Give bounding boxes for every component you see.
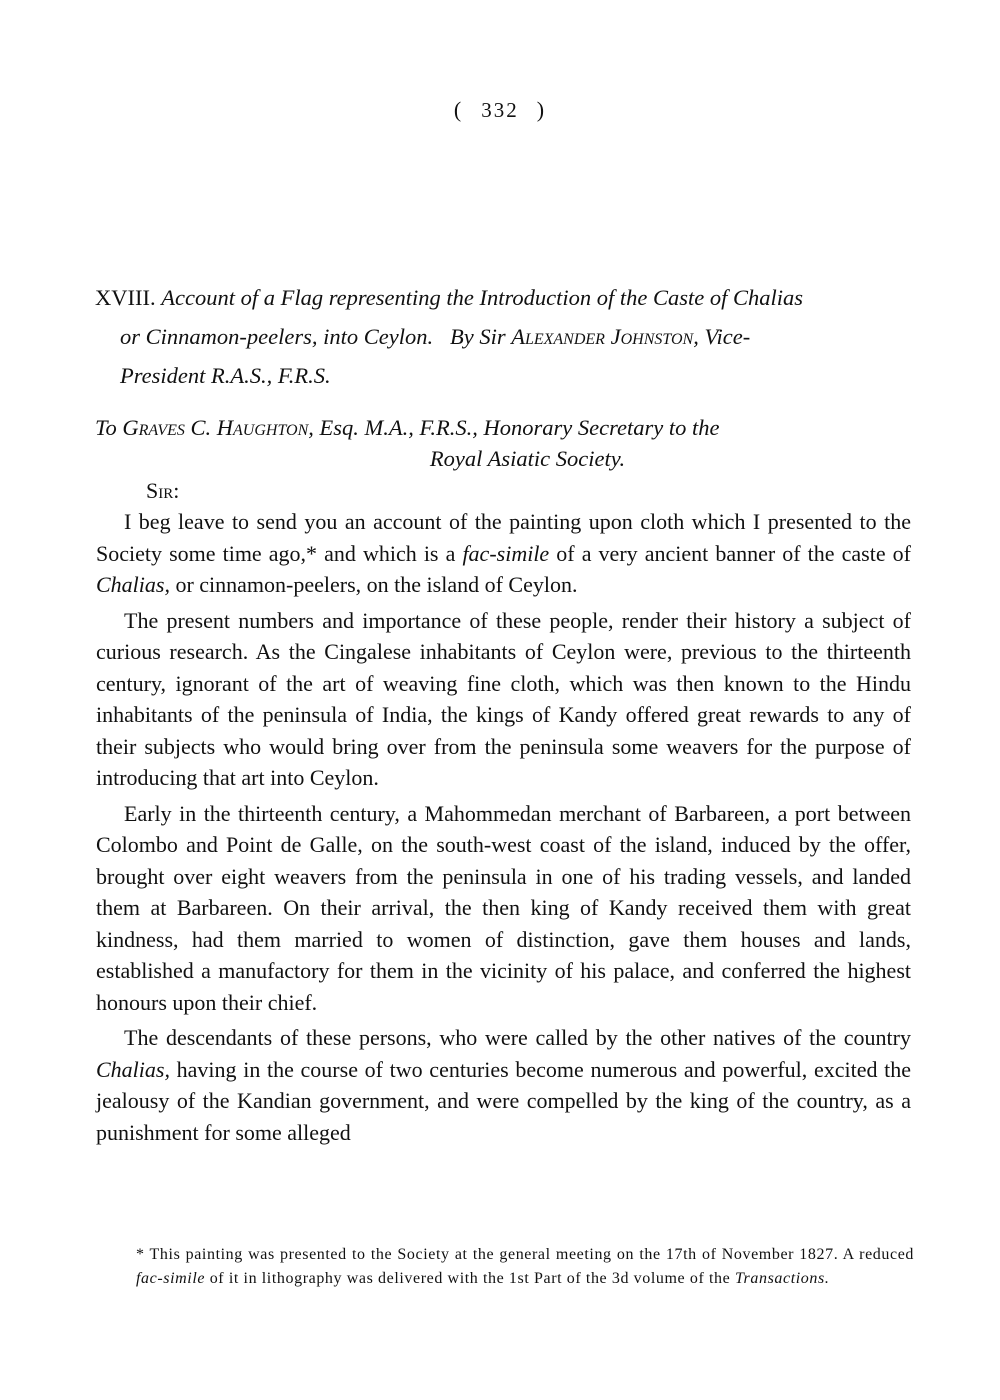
addressee-first-name: Graves — [122, 415, 185, 440]
footnote-text — [106, 1243, 914, 1290]
salutation: Sir: — [146, 478, 180, 503]
title-line-2 — [95, 317, 910, 356]
body-text — [96, 506, 911, 1152]
footnote-transactions: Transactions. — [734, 1269, 830, 1287]
addressee-line-2: Royal Asiatic Society. — [429, 446, 626, 471]
addressee-rest: Esq. M.A., F.R.S., Honorary Secretary to the — [319, 415, 720, 440]
addressee-last-name: Haughton, — [216, 415, 314, 440]
footnote-text-a: * This painting was presented to the Society at the general meeting on the 17th of November 1827. A reduced — [136, 1246, 914, 1263]
title-by: By Sir — [449, 324, 506, 349]
addressee-to: To — [95, 415, 117, 440]
footnote-text-b: of it in lithography was delivered with the 1st Part of the 3d volume of the — [209, 1269, 731, 1287]
paragraph-4-chalias: Chalias, — [96, 1056, 170, 1082]
paragraph-1-chalias: Chalias, — [96, 572, 170, 597]
footnote — [106, 1243, 914, 1290]
addressee — [95, 412, 910, 474]
paragraph-1 — [96, 506, 911, 601]
title-numeral: XVIII. — [95, 285, 156, 310]
article-title — [95, 278, 910, 395]
title-text-3: Vice- — [704, 324, 751, 349]
page-number: ( 332 ) — [453, 97, 547, 122]
title-text-4: President R.A.S., F.R.S. — [120, 363, 331, 388]
paragraph-3: Early in the thirteenth century, a Mahommedan merchant of Barbareen, a port between Colombo and Point de Galle, on the south-west coast of the island, induced by the offer, brought over eight weavers from the peninsula in one of his trading vessels, and landed them at Barbareen. On their arrival, the then king of Kandy received them with great kindness, had them married to women of distinction, gave them houses and lands, established a manufactory for them in the vicinity of his palace, and conferred the highest honours upon their chief. — [96, 800, 911, 1015]
author-last-name: Johnston, — [610, 324, 699, 349]
footnote-fac-simile: fac-simile — [136, 1269, 206, 1287]
paragraph-1-text-b: of a very ancient banner of the caste of — [556, 540, 912, 566]
paragraph-4-text-b: having in the course of two centuries become numerous and powerful, excited the jealousy of the Kandian government, and were compelled by the king of the country, as a punishment for some alleged — [96, 1056, 912, 1145]
paragraph-1-text-a: I beg leave to send you an account of the painting upon cloth which I presented to the Society some time ago,* and which is a — [96, 509, 911, 566]
addressee-initial: C. — [190, 415, 212, 440]
title-text-2: or Cinnamon-peelers, into Ceylon. — [120, 324, 434, 349]
paragraph-1-text-c: or cinnamon-peelers, on the island of Ceylon. — [175, 572, 578, 597]
paragraph-1-fac-simile: fac-simile — [462, 540, 550, 566]
addressee-line-1 — [95, 412, 910, 443]
paragraph-4-text-a: The descendants of these persons, who were called by the other natives of the country — [124, 1025, 911, 1050]
paragraph-4 — [96, 1022, 911, 1148]
paragraph-2: The present numbers and importance of these people, render their history a subject of curious research. As the Cingalese inhabitants of Ceylon were, previous to the thirteenth century, ignorant of the art of weaving fine cloth, which was then known to the Hindu inhabitants of the peninsula of India, the kings of Kandy offered great rewards to any of their subjects who would bring over from the peninsula some weavers for the purpose of introducing that art into Ceylon. — [96, 607, 911, 790]
title-text-1: Account of a Flag representing the Introduction of the Caste of Chalias — [161, 285, 804, 310]
author-first-name: Alexander — [511, 324, 605, 349]
title-line-1 — [95, 278, 910, 317]
page-number-value: 332 — [481, 98, 519, 122]
title-line-3 — [95, 356, 910, 395]
